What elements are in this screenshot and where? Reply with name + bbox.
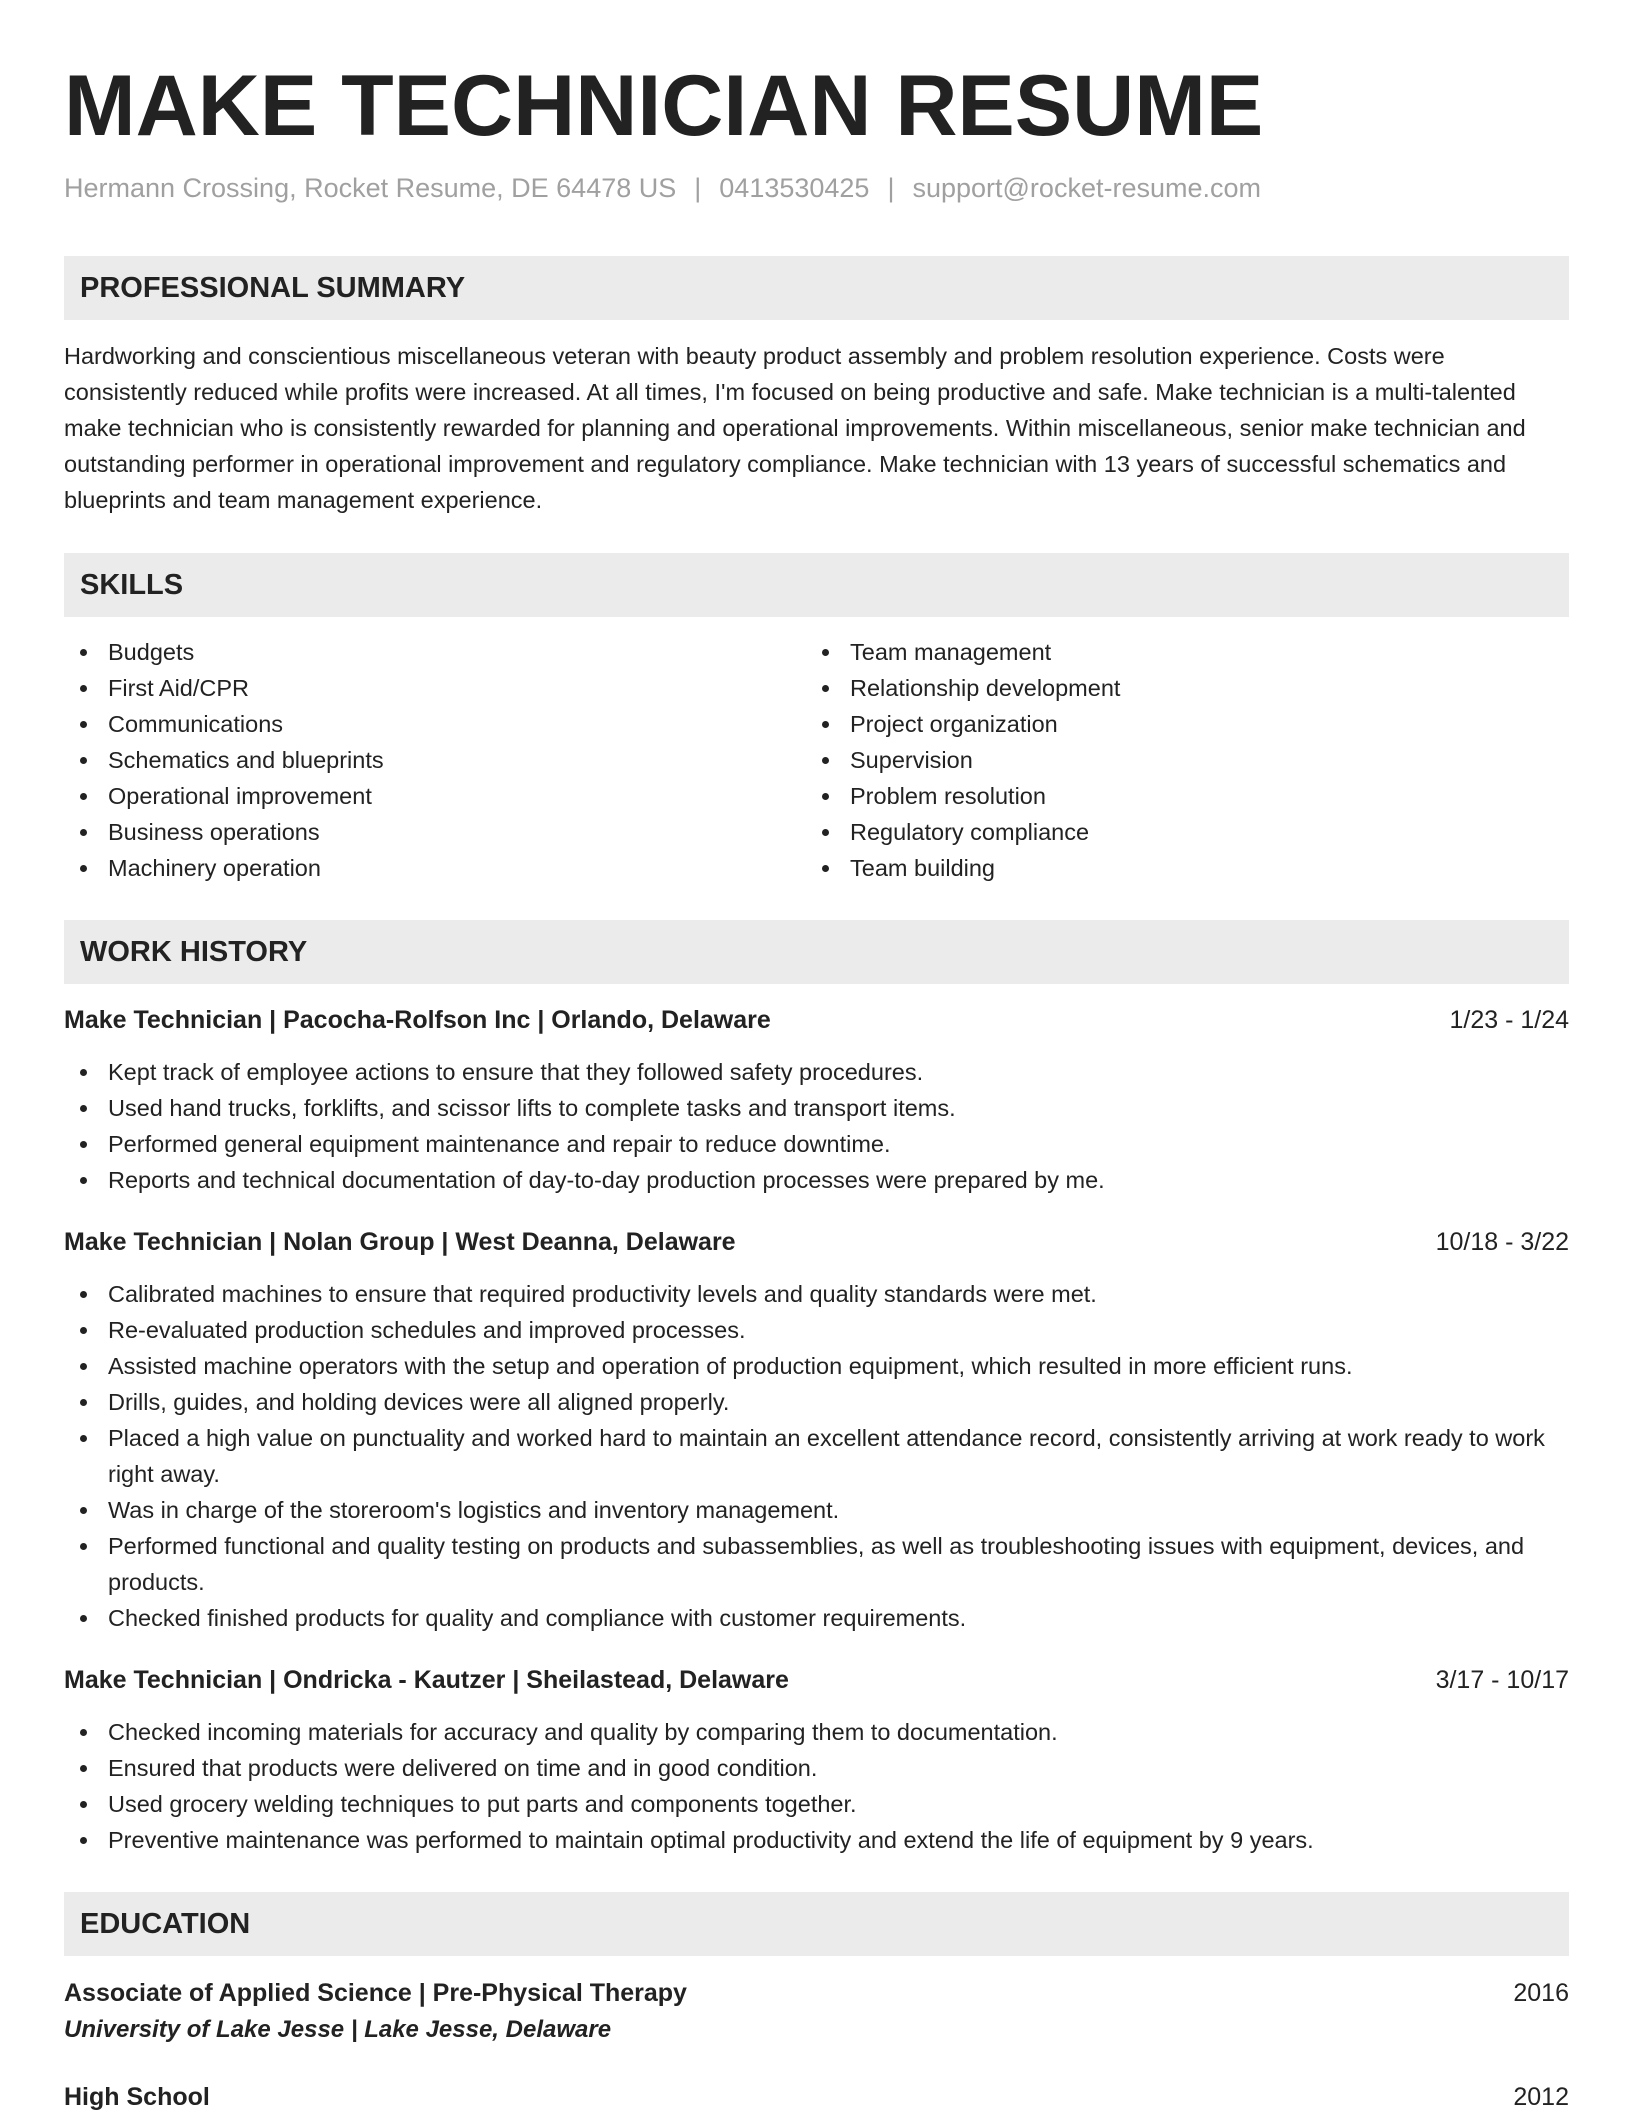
skill-item: Schematics and blueprints xyxy=(64,742,806,778)
education-school: University of Lake Jesse | Lake Jesse, Delaware xyxy=(64,2016,612,2043)
job-dates: 3/17 - 10/17 xyxy=(1435,1666,1569,1694)
skills-list-left xyxy=(64,634,806,886)
skill-item: Budgets xyxy=(64,634,806,670)
education-header xyxy=(64,2078,1569,2116)
education-entry xyxy=(64,1974,1569,2048)
education-degree: High School xyxy=(64,2083,210,2111)
skill-item: Relationship development xyxy=(806,670,1548,706)
contact-address: Hermann Crossing, Rocket Resume, DE 64478 US xyxy=(64,173,677,203)
job-bullets xyxy=(64,1714,1569,1858)
job-bullets xyxy=(64,1276,1569,1636)
contact-phone: 0413530425 xyxy=(719,173,870,203)
job-bullet: Reports and technical documentation of day-to-day production processes were prepared by me. xyxy=(64,1162,1569,1198)
job-dates: 10/18 - 3/22 xyxy=(1435,1228,1569,1256)
skills-list-right xyxy=(806,634,1548,886)
education-section xyxy=(64,1892,1569,2116)
job-entry xyxy=(64,1224,1569,1636)
section-heading-skills: SKILLS xyxy=(64,553,1569,617)
job-entry xyxy=(64,1662,1569,1858)
skill-item: Supervision xyxy=(806,742,1548,778)
job-bullet: Performed functional and quality testing on products and subassemblies, as well as troubleshooting issues with equipment, devices, and products. xyxy=(64,1528,1569,1600)
job-entry xyxy=(64,1002,1569,1198)
job-bullet: Drills, guides, and holding devices were all aligned properly. xyxy=(64,1384,1569,1420)
section-heading-education: EDUCATION xyxy=(64,1892,1569,1956)
skill-item: Problem resolution xyxy=(806,778,1548,814)
job-bullet: Calibrated machines to ensure that required productivity levels and quality standards were met. xyxy=(64,1276,1569,1312)
job-header xyxy=(64,1002,1569,1038)
skill-item: Communications xyxy=(64,706,806,742)
job-header xyxy=(64,1224,1569,1260)
job-title: Make Technician | Nolan Group | West Deanna, Delaware xyxy=(64,1228,736,1256)
summary-text: Hardworking and conscientious miscellaneous veteran with beauty product assembly and problem resolution experience. Costs were consistently reduced while profits were increased. At all times, I'm focused on being productive and safe. Make technician is a multi-talented make technician who is consistently rewarded for planning and operational improvements. Within miscellaneous, senior make technician and outstanding performer in operational improvement and regulatory compliance. Make technician with 13 years of successful schematics and blueprints and team management experience. xyxy=(64,343,1526,513)
education-year: 2016 xyxy=(1513,1979,1569,2007)
section-heading-summary: PROFESSIONAL SUMMARY xyxy=(64,256,1569,320)
skill-item: Team management xyxy=(806,634,1548,670)
job-bullet: Checked finished products for quality and compliance with customer requirements. xyxy=(64,1600,1569,1636)
job-bullet: Preventive maintenance was performed to maintain optimal productivity and extend the life of equipment by 9 years. xyxy=(64,1822,1569,1858)
job-dates: 1/23 - 1/24 xyxy=(1449,1006,1569,1034)
skills-columns xyxy=(64,634,1569,886)
education-degree: Associate of Applied Science | Pre-Physical Therapy xyxy=(64,1979,687,2007)
job-bullet: Performed general equipment maintenance and repair to reduce downtime. xyxy=(64,1126,1569,1162)
job-bullet: Checked incoming materials for accuracy and quality by comparing them to documentation. xyxy=(64,1714,1569,1750)
skill-item: Regulatory compliance xyxy=(806,814,1548,850)
job-bullet: Ensured that products were delivered on time and in good condition. xyxy=(64,1750,1569,1786)
resume-page xyxy=(64,56,1569,2116)
skill-item: Team building xyxy=(806,850,1548,886)
skill-item: Project organization xyxy=(806,706,1548,742)
job-title: Make Technician | Pacocha-Rolfson Inc | Orlando, Delaware xyxy=(64,1006,771,1034)
job-bullet: Used hand trucks, forklifts, and scissor lifts to complete tasks and transport items. xyxy=(64,1090,1569,1126)
job-bullet: Re-evaluated production schedules and improved processes. xyxy=(64,1312,1569,1348)
section-heading-work: WORK HISTORY xyxy=(64,920,1569,984)
job-title: Make Technician | Ondricka - Kautzer | Sheilastead, Delaware xyxy=(64,1666,789,1694)
skills-section xyxy=(64,553,1569,886)
skill-item: Operational improvement xyxy=(64,778,806,814)
job-bullet: Assisted machine operators with the setup and operation of production equipment, which resulted in more efficient runs. xyxy=(64,1348,1569,1384)
skill-item: Machinery operation xyxy=(64,850,806,886)
job-bullet: Was in charge of the storeroom's logistics and inventory management. xyxy=(64,1492,1569,1528)
contact-line xyxy=(64,170,1569,206)
contact-email: support@rocket-resume.com xyxy=(912,173,1261,203)
skill-item: First Aid/CPR xyxy=(64,670,806,706)
job-bullet: Placed a high value on punctuality and worked hard to maintain an excellent attendance record, consistently arriving at work ready to work right away. xyxy=(64,1420,1569,1492)
job-bullet: Kept track of employee actions to ensure that they followed safety procedures. xyxy=(64,1054,1569,1090)
contact-separator: | xyxy=(887,173,895,203)
skill-item: Business operations xyxy=(64,814,806,850)
job-header xyxy=(64,1662,1569,1698)
education-header xyxy=(64,1974,1569,2012)
contact-separator: | xyxy=(694,173,702,203)
job-bullet: Used grocery welding techniques to put parts and components together. xyxy=(64,1786,1569,1822)
job-bullets xyxy=(64,1054,1569,1198)
education-entry xyxy=(64,2078,1569,2116)
education-year: 2012 xyxy=(1513,2083,1569,2111)
professional-summary-section xyxy=(64,256,1569,518)
resume-title: MAKE TECHNICIAN RESUME xyxy=(64,58,1264,154)
work-history-section xyxy=(64,920,1569,1858)
